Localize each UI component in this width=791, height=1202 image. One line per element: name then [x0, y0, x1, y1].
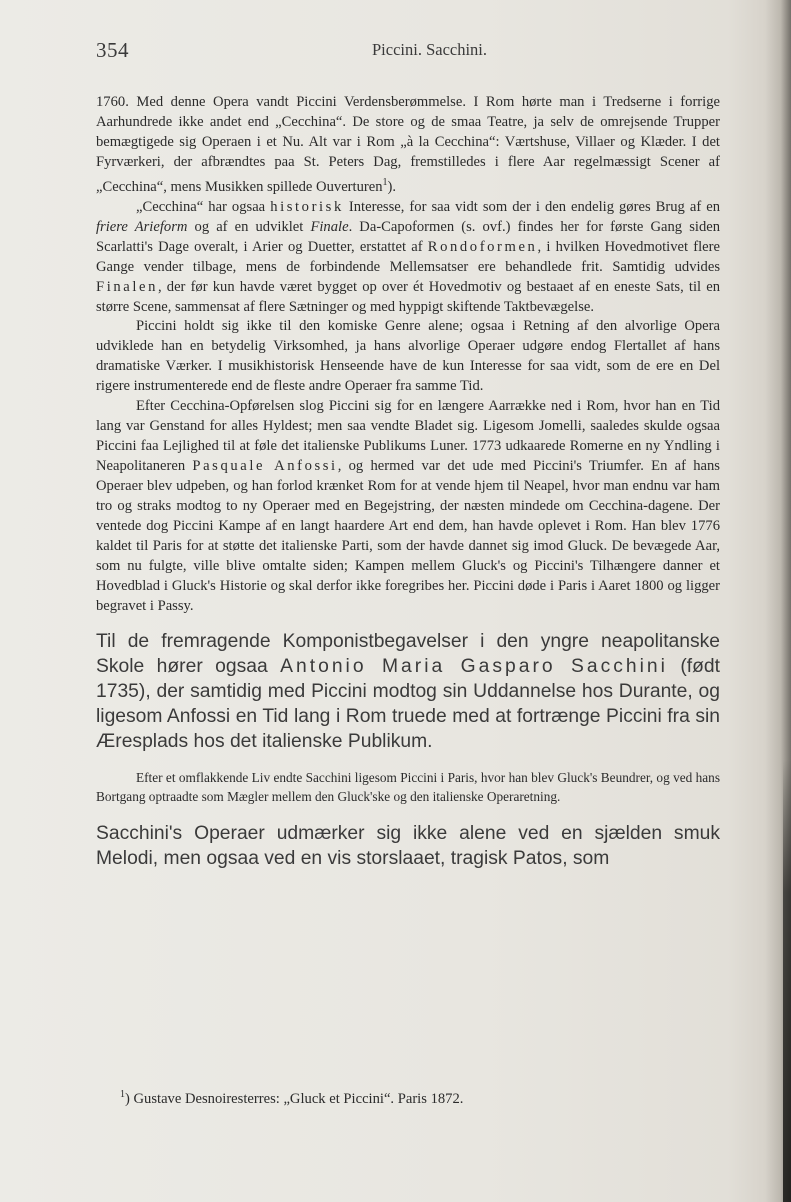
page-header [0, 38, 791, 64]
page-body [96, 93, 720, 871]
footnote-text: ) Gustave Desnoiresterres: „Gluck et Piccini“. Paris 1872. [125, 1091, 464, 1107]
paragraph-5-text-a: Til de fremragende Komponistbegavelser i den yngre neapolitanske Skole hører ogsaa [96, 630, 720, 677]
paragraph-1-text: 1760. Med denne Opera vandt Piccini Verdensberømmelse. I Rom hørte man i Tredserne i forrige Aarhundrede ikke andet end „Cecchina“. De store og de smaa Teatre, ja selv de omrejsende Trupper bemægtigede sig Operaen i et Nu. Alt var i Rom „à la Cecchina“: Værtshuse, Villaer og Klæder. I det Fyrværkeri, der afbrændtes paa St. Peters Dag, fremstilledes i flere Aar regelmæssigt Scener af „Cecchina“, mens Musikken spillede Ouverturen [96, 94, 720, 195]
spaced-term-finalen: Finalen [96, 278, 158, 295]
footnote [120, 1089, 463, 1108]
paragraph-2 [96, 198, 720, 318]
spaced-term-rondoformen: Rondoformen [427, 238, 538, 255]
italic-term-arieform: friere Arieform [96, 218, 188, 235]
paragraph-3: Piccini holdt sig ikke til den komiske Genre alene; ogsaa i Retning af den alvorlige Opera udviklede han en betydelig Virksomhed, ja hans alvorlige Operaer udgøre endog Flertallet af hans dramatiske Værker. I musikhistorisk Henseende have de kun Interesse for saa vidt, som de ere en Del rigere instrumenterede end de fleste andre Operaer fra samme Tid. [96, 318, 720, 395]
running-title: Piccini. Sacchini. [372, 40, 488, 59]
page-number: 354 [96, 38, 129, 62]
page-edge-dark [783, 760, 791, 1202]
spaced-name-anfossi: Pasquale Anfossi [192, 458, 338, 475]
paragraph-7: Sacchini's Operaer udmærker sig ikke alene ved en sjælden smuk Melodi, men ogsaa ved en vis storslaaet, tragisk Patos, som [96, 822, 720, 869]
footnote-reference: 1 [382, 176, 388, 188]
paragraph-1-end: ). [387, 178, 397, 195]
paragraph-2-text-e: , i hvilken Hovedmotivet flere Gange vender tilbage, mens de forbindende Mellemsatser ere behandlede frit. Samtidig udvides [96, 238, 720, 275]
footnote-mark: 1 [120, 1089, 125, 1100]
paragraph-1 [96, 93, 720, 198]
spaced-term-historisk: historisk [270, 198, 344, 215]
italic-term-finale: Finale [310, 218, 349, 235]
paragraph-5 [96, 629, 720, 754]
paragraph-2-text-a: „Cecchina“ har ogsaa [136, 198, 271, 215]
paragraph-2-text-f: , der før kun havde været bygget op over ét Hovedmotiv og bestaaet af en eneste Sats, til en større Scene, sammensat af flere Sætninger og med hyppigt skiftende Taktbevægelse. [96, 278, 720, 315]
paragraph-2-text-c: og af en udviklet [187, 218, 311, 235]
paragraph-5-text-b: (født 1735), der samtidig med Piccini modtog sin Uddannelse hos Durante, og ligesom Anfossi en Tid lang i Rom truede med at fortrænge Piccini fra sin Æresplads hos det italienske Publikum. [96, 655, 720, 752]
paragraph-4 [96, 397, 720, 616]
paragraph-4-text-a: Efter Cecchina-Opførelsen slog Piccini sig for en længere Aarrække ned i Rom, hvor han en Tid lang var Genstand for alles Hyldest; men saa vendte Bladet sig. Ligesom Jomelli, saaledes skulde ogsaa Piccini faa Lejlighed til at føle det italienske Publikums Luner. 1773 udkaarede Romerne en ny Yndling i Neapolitaneren [96, 398, 720, 475]
paragraph-2-text-d: . Da-Capoformen (s. ovf.) findes her for første Gang siden Scarlatti's Dage overalt, i Arier og Duetter, erstattet af [96, 218, 721, 255]
paragraph-2-text-b: Interesse, for saa vidt som der i den endelig gøres Brug af en [343, 198, 720, 215]
paragraph-6: Efter et omflakkende Liv endte Sacchini ligesom Piccini i Paris, hvor han blev Gluck's Beundrer, og ved hans Bortgang optraadte som Mægler mellem den Gluck'ske og den italienske Operaretning. [96, 769, 720, 805]
paragraph-4-text-b: , og hermed var det ude med Piccini's Triumfer. En af hans Operaer blev udpeben, og han forlod krænket Rom for at vende hjem til Neapel, hvor man endnu var ham tro og straks modtog to ny Operaer med en Begejstring, der næsten mindede om Cecchina-dagene. Der ventede dog Piccini Kampe af en langt haardere Art end dem, han havde oplevet i Rom. Han blev 1776 kaldet til Paris for at støtte det italienske Parti, som der havde dannet sig imod Gluck. De bevægede Aar, som nu fulgte, ville blive omtalte siden; Kampen mellem Gluck's og Piccini's Tilhængere danner et Hovedblad i Gluck's Historie og skal derfor ikke foregribes her. Piccini døde i Paris i Aaret 1800 og ligger begravet i Passy. [96, 458, 720, 614]
spaced-name-sacchini: Antonio Maria Gasparo Sacchini [280, 655, 668, 677]
